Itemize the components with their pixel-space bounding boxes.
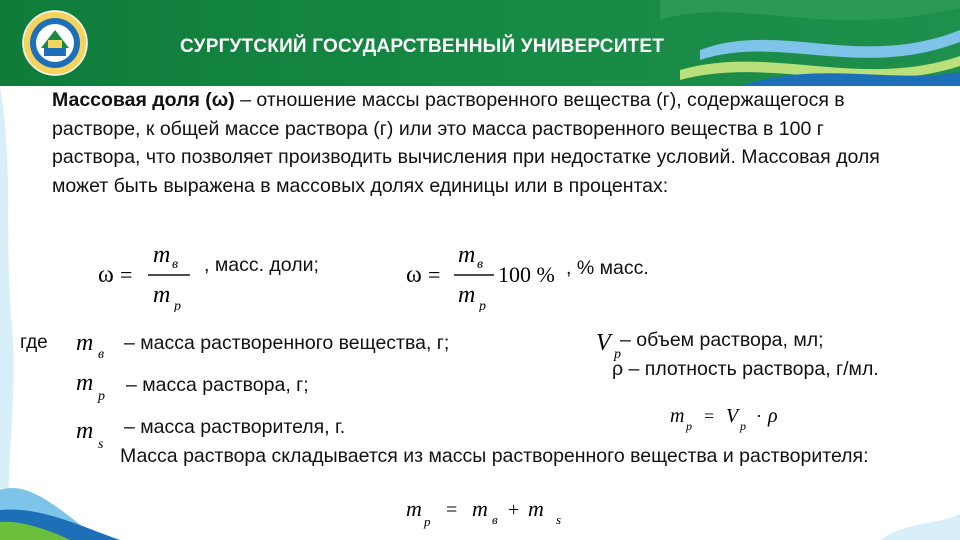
formula2-equals: = [428, 262, 441, 287]
formula3-dot: · [756, 406, 762, 426]
formula1-denominator-sub: р [174, 299, 181, 312]
def-volume: – объем раствора, мл; [620, 329, 824, 351]
symbol-m-solution-sub: p [98, 389, 105, 404]
formula3-rho: ρ [768, 405, 778, 427]
formula1-label: , масс. доли; [204, 254, 319, 276]
definition-paragraph [52, 86, 882, 200]
formula4-lhs: m [406, 496, 422, 521]
where-word: где [20, 332, 48, 353]
header-title: СУРГУТСКИЙ ГОСУДАРСТВЕННЫЙ УНИВЕРСИТЕТ [180, 36, 665, 57]
formula4-plus: + [508, 499, 520, 521]
formula4-b: m [528, 496, 544, 521]
formula2-omega: ω [406, 262, 422, 288]
def-density: ρ – плотность раствора, г/мл. [612, 358, 879, 380]
formula-solution-mass-from-volume [668, 400, 798, 436]
formula1-numerator-sub: в [172, 257, 179, 272]
symbol-m-solute-main: m [76, 330, 94, 356]
formula3-v-sub: p [740, 419, 746, 433]
symbol-m-solution-main: m [76, 370, 94, 396]
symbol-m-solute-sub: в [98, 347, 105, 362]
def-solute-mass: – масса растворенного вещества, г; [124, 332, 450, 354]
formula2-denominator-sub: р [479, 299, 486, 312]
symbol-m-solute [74, 326, 120, 362]
formula4-a: m [472, 496, 488, 521]
formula2-factor: 100 % [498, 262, 555, 287]
formula2-numerator-sub: в [477, 257, 484, 272]
formula4-equals: = [446, 499, 458, 521]
university-logo [22, 10, 88, 76]
symbol-m-solvent [74, 414, 120, 454]
formula3-lhs: m [670, 405, 685, 427]
formula3-equals: = [704, 406, 715, 426]
formula4-b-sub: s [556, 512, 562, 527]
formula4-lhs-sub: p [424, 514, 431, 529]
slide-header [0, 0, 960, 86]
formula-solution-mass-sum [404, 494, 594, 532]
formula4-a-sub: в [492, 512, 498, 527]
formula1-numerator: m [153, 242, 171, 268]
symbol-m-solvent-main: m [76, 418, 94, 444]
def-solution-mass: – масса раствора, г; [126, 374, 309, 396]
formula-mass-percent [402, 240, 562, 312]
formula2-denominator: m [458, 282, 476, 308]
formula3-lhs-sub: p [686, 419, 692, 433]
formula1-denominator: m [153, 282, 171, 308]
definition-text: – отношение массы растворенного вещества (г), содержащегося в растворе, к общей массе раствора (г) или это масса растворенного вещества в 100 г раствора, что позволяет производить вычисления при недостатке условий. Массовая доля может быть выражена в массовых долях единицы или в процентах: [52, 89, 880, 197]
formula2-label: , % масс. [566, 257, 649, 279]
symbol-volume-sub: p [614, 347, 621, 362]
formula1-omega: ω [98, 262, 114, 288]
symbol-m-solution [74, 366, 120, 406]
symbol-m-solvent-sub: s [98, 437, 104, 452]
def-solvent-mass: – масса растворителя, г. [124, 416, 346, 438]
formula3-v: V [726, 405, 739, 427]
formula2-numerator: m [458, 242, 476, 268]
term-mass-fraction: Массовая доля (ω) [52, 89, 235, 111]
formula1-equals: = [120, 262, 133, 287]
summary-paragraph: Масса раствора складывается из массы растворенного вещества и растворителя: [120, 445, 869, 467]
formula-mass-fraction [98, 240, 198, 312]
symbol-volume-main: V [596, 330, 611, 356]
